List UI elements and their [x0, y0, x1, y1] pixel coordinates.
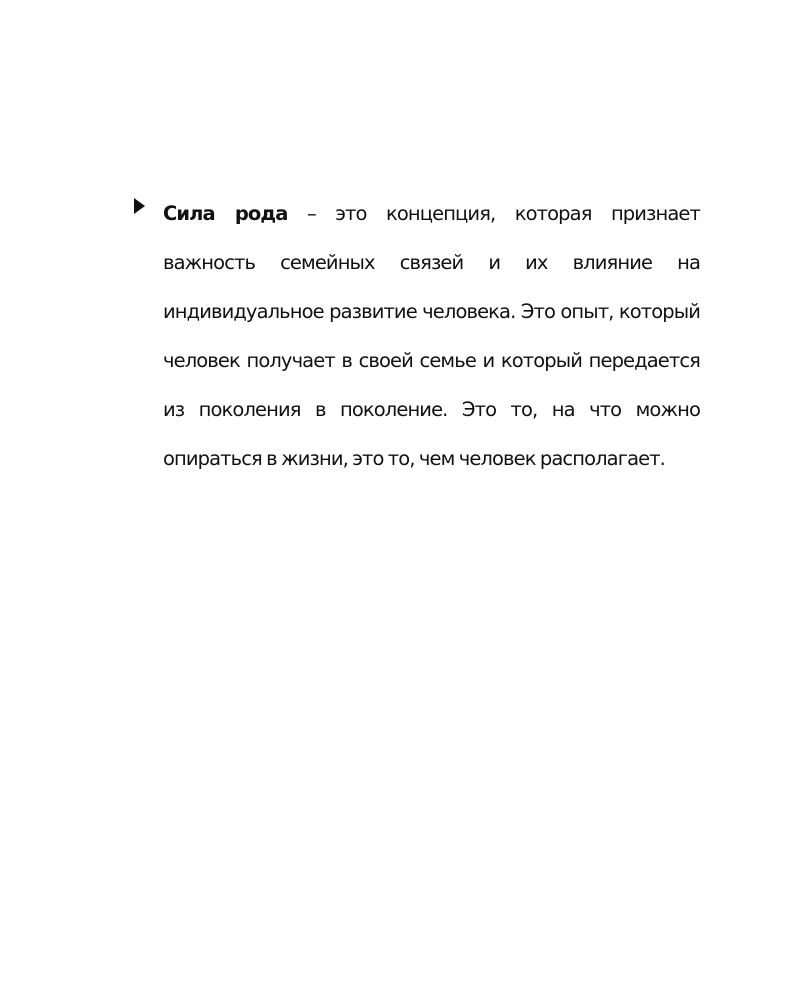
triangle-bullet-icon [134, 198, 145, 214]
defined-term: Сила рода [163, 202, 288, 225]
bullet-item [134, 189, 700, 483]
definition-text: – это концепция, которая признает важность семейных связей и их влияние на индивидуальное развитие человека. Это опыт, который человек получает в своей семье и который передается из поколения в поколение. Это то, на что можно опираться в жизни, это то, чем человек располагает. [163, 202, 700, 470]
definition-paragraph [134, 189, 700, 483]
